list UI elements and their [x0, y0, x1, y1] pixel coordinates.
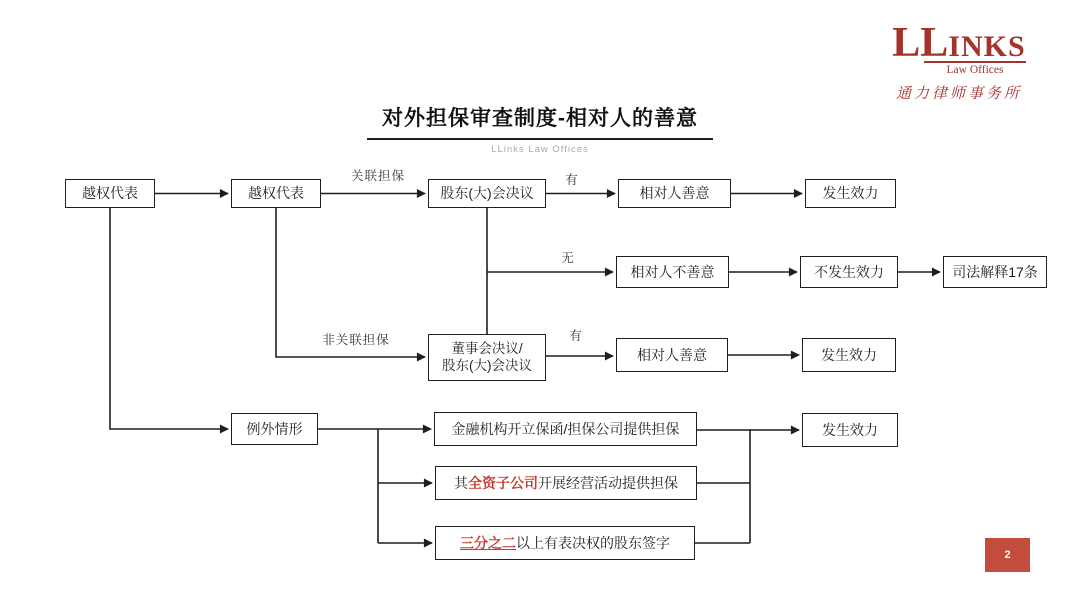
logo-chinese-name: 通力律师事务所: [895, 86, 1022, 102]
node-wholly-owned-subsidiary-guarantee: [435, 466, 697, 500]
page-title: 对外担保审查制度-相对人的善意: [382, 107, 698, 130]
node-counterparty-good-faith-1: 相对人善意: [618, 179, 731, 208]
edge-label-related-guarantee: 关联担保: [350, 169, 405, 183]
subsidiary-prefix: 其: [454, 474, 468, 491]
edge-label-no: 无: [561, 251, 575, 265]
node-effective-1: 发生效力: [805, 179, 896, 208]
subsidiary-suffix: 开展经营活动提供担保: [538, 474, 678, 491]
edge-label-unrelated-guarantee: 非关联担保: [322, 333, 390, 347]
node-board-or-shareholder-resolution: [428, 334, 546, 381]
title-subtitle: LLinks Law Offices: [491, 144, 589, 155]
board-resolution-line2: 股东(大)会决议: [442, 357, 532, 373]
edge-label-yes-1: 有: [565, 173, 579, 187]
logo-inks: INKS: [948, 30, 1026, 63]
node-judicial-interpretation-17: 司法解释17条: [943, 256, 1047, 288]
node-counterparty-good-faith-2: 相对人善意: [616, 338, 728, 372]
two-thirds-suffix: 以上有表决权的股东签字: [516, 534, 670, 551]
logo-law-offices: Law Offices: [924, 61, 1026, 76]
logo-ll: LL: [892, 20, 949, 66]
page-number-badge: 2: [985, 538, 1030, 572]
node-two-thirds-shareholder-signature: [435, 526, 695, 560]
node-exception-cases: 例外情形: [231, 413, 318, 445]
subsidiary-highlight: 全资子公司: [468, 474, 538, 491]
node-shareholder-resolution: 股东(大)会决议: [428, 179, 546, 208]
edge-label-yes-2: 有: [569, 329, 583, 343]
two-thirds-highlight: 三分之二: [460, 534, 516, 551]
board-resolution-line1: 董事会决议/: [451, 341, 523, 357]
node-effective-3: 发生效力: [802, 413, 898, 447]
node-unauthorized-rep-2: 越权代表: [231, 179, 321, 208]
node-counterparty-bad-faith: 相对人不善意: [616, 256, 729, 288]
node-effective-2: 发生效力: [802, 338, 896, 372]
node-unauthorized-rep-1: 越权代表: [65, 179, 155, 208]
node-financial-institution-guarantee: 金融机构开立保函/担保公司提供担保: [434, 412, 697, 446]
node-not-effective: 不发生效力: [800, 256, 898, 288]
